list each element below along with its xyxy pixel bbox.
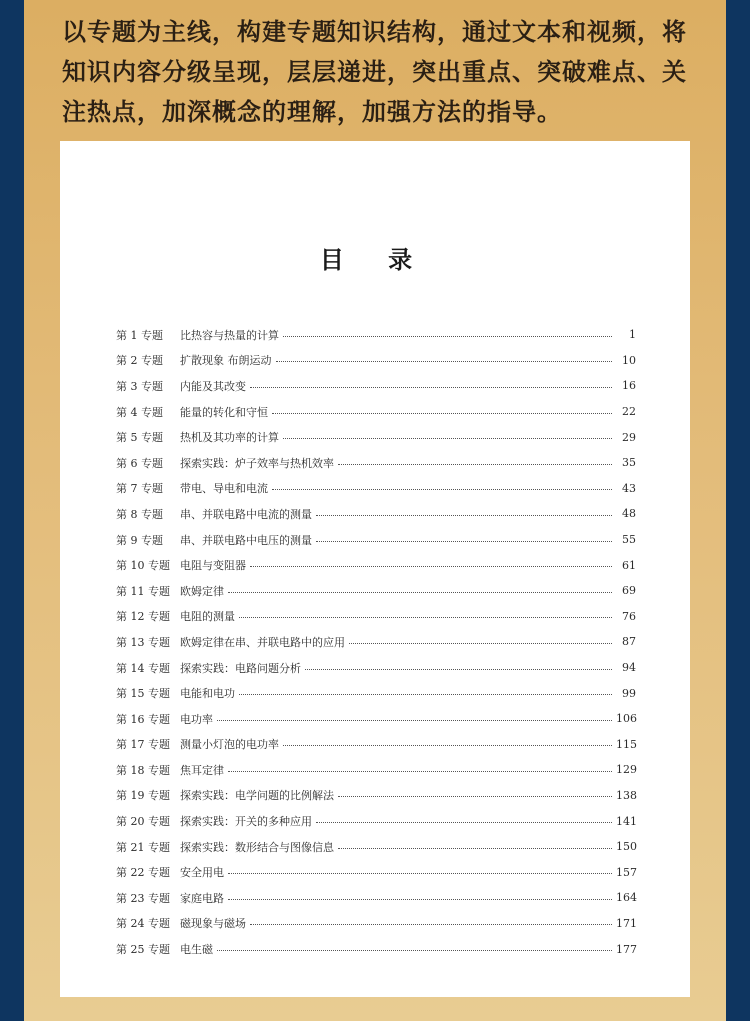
- toc-page-number: 43: [622, 481, 636, 495]
- toc-topic: 探索实践：电路问题分析: [180, 661, 301, 675]
- toc-topic: 欧姆定律在串、并联电路中的应用: [180, 635, 345, 649]
- toc-number: 第 5 专题: [116, 431, 163, 445]
- toc-row: [116, 706, 636, 732]
- toc-page-number: 141: [616, 814, 637, 828]
- toc-number: 第 24 专题: [116, 917, 170, 931]
- toc-leader-dots: [316, 821, 612, 823]
- toc-topic: 探索实践：开关的多种应用: [180, 815, 312, 829]
- toc-number: 第 12 专题: [116, 610, 170, 624]
- toc-topic: 串、并联电路中电流的测量: [180, 507, 312, 521]
- toc-number: 第 23 专题: [116, 891, 170, 905]
- toc-page-number: 106: [616, 712, 637, 726]
- toc-number: 第 19 专题: [116, 789, 170, 803]
- toc-number: 第 22 专题: [116, 866, 170, 880]
- toc-number: 第 21 专题: [116, 840, 170, 854]
- toc-leader-dots: [239, 616, 612, 618]
- toc-topic: 家庭电路: [180, 891, 224, 905]
- toc-leader-dots: [228, 898, 612, 900]
- toc-topic: 带电、导电和电流: [180, 482, 268, 496]
- toc-number: 第 15 专题: [116, 687, 170, 701]
- toc-row: [116, 911, 636, 937]
- toc-topic: 电生磁: [180, 943, 213, 957]
- toc-row: [116, 527, 636, 553]
- toc-topic: 热机及其功率的计算: [180, 431, 279, 445]
- toc-number: 第 2 专题: [116, 354, 163, 368]
- toc-leader-dots: [283, 437, 612, 439]
- toc-page-number: 87: [622, 635, 636, 649]
- toc-row: [116, 373, 636, 399]
- toc-row: [116, 476, 636, 502]
- toc-page-number: 10: [622, 353, 636, 367]
- toc-page-number: 164: [616, 891, 637, 905]
- toc-number: 第 1 专题: [116, 328, 163, 342]
- toc-row: [116, 578, 636, 604]
- toc-number: 第 16 专题: [116, 712, 170, 726]
- toc-page-number: 55: [622, 533, 636, 547]
- toc-row: [116, 322, 636, 348]
- toc-topic: 探索实践：数形结合与图像信息: [180, 840, 334, 854]
- toc-topic: 欧姆定律: [180, 584, 224, 598]
- toc-leader-dots: [305, 668, 612, 670]
- toc-page-number: 94: [622, 661, 636, 675]
- toc-topic: 探索实践：电学问题的比例解法: [180, 789, 334, 803]
- toc-page-number: 69: [622, 584, 636, 598]
- toc-page-number: 177: [616, 942, 637, 956]
- toc-leader-dots: [250, 565, 612, 567]
- toc-leader-dots: [276, 360, 613, 362]
- toc-number: 第 14 专题: [116, 661, 170, 675]
- toc-row: [116, 399, 636, 425]
- toc-leader-dots: [228, 872, 612, 874]
- toc-topic: 焦耳定律: [180, 763, 224, 777]
- toc-leader-dots: [272, 412, 612, 414]
- toc-leader-dots: [338, 795, 612, 797]
- toc-leader-dots: [283, 744, 612, 746]
- toc-leader-dots: [316, 540, 612, 542]
- toc-topic: 能量的转化和守恒: [180, 405, 268, 419]
- toc-number: 第 8 专题: [116, 507, 163, 521]
- toc-page-number: 115: [616, 737, 637, 751]
- toc-row: [116, 655, 636, 681]
- toc-leader-dots: [228, 770, 612, 772]
- toc-topic: 内能及其改变: [180, 379, 246, 393]
- intro-text: 以专题为主线，构建专题知识结构，通过文本和视频，将知识内容分级呈现，层层递进，突出重点、突破难点、关注热点，加深概念的理解，加强方法的指导。: [62, 18, 687, 126]
- toc-number: 第 20 专题: [116, 815, 170, 829]
- toc-topic: 串、并联电路中电压的测量: [180, 533, 312, 547]
- right-border: [726, 0, 750, 1021]
- toc-row: [116, 936, 636, 962]
- toc-page-number: 29: [622, 430, 636, 444]
- toc-row: [116, 834, 636, 860]
- toc-page-number: 171: [616, 916, 637, 930]
- toc-page-number: 16: [622, 379, 636, 393]
- toc-row: [116, 732, 636, 758]
- toc-topic: 电阻与变阻器: [180, 559, 246, 573]
- left-border: [0, 0, 24, 1021]
- toc-leader-dots: [338, 463, 612, 465]
- toc-number: 第 6 专题: [116, 456, 163, 470]
- toc-row: [116, 501, 636, 527]
- toc-leader-dots: [250, 923, 612, 925]
- toc-number: 第 17 专题: [116, 738, 170, 752]
- toc-topic: 电功率: [180, 712, 213, 726]
- toc-page-number: 1: [629, 328, 636, 342]
- toc-number: 第 13 专题: [116, 635, 170, 649]
- toc-page-number: 76: [622, 609, 636, 623]
- toc-row: [116, 757, 636, 783]
- toc-topic: 测量小灯泡的电功率: [180, 738, 279, 752]
- toc-leader-dots: [228, 591, 612, 593]
- toc-leader-dots: [349, 642, 612, 644]
- toc-number: 第 25 专题: [116, 943, 170, 957]
- toc-leader-dots: [283, 335, 612, 337]
- toc-row: [116, 450, 636, 476]
- toc-number: 第 10 专题: [116, 559, 170, 573]
- toc-leader-dots: [272, 488, 612, 490]
- toc-page-number: 99: [622, 686, 636, 700]
- toc-topic: 磁现象与磁场: [180, 917, 246, 931]
- toc-title: 目 录: [319, 245, 431, 274]
- toc-page-number: 48: [622, 507, 636, 521]
- toc-number: 第 3 专题: [116, 379, 163, 393]
- toc-page-number: 22: [622, 405, 636, 419]
- toc-row: [116, 604, 636, 630]
- toc-page-number: 35: [622, 456, 636, 470]
- toc-topic: 探索实践：炉子效率与热机效率: [180, 456, 334, 470]
- toc-number: 第 7 专题: [116, 482, 163, 496]
- toc-row: [116, 859, 636, 885]
- toc-topic: 扩散现象 布朗运动: [180, 354, 272, 368]
- toc-topic: 比热容与热量的计算: [180, 328, 279, 342]
- toc-row: [116, 424, 636, 450]
- toc-number: 第 4 专题: [116, 405, 163, 419]
- toc-leader-dots: [250, 386, 612, 388]
- toc-topic: 电能和电功: [180, 687, 235, 701]
- toc-row: [116, 808, 636, 834]
- toc-number: 第 9 专题: [116, 533, 163, 547]
- toc-topic: 安全用电: [180, 866, 224, 880]
- toc-leader-dots: [217, 719, 612, 721]
- toc-topic: 电阻的测量: [180, 610, 235, 624]
- toc-row: [116, 885, 636, 911]
- toc-row: [116, 552, 636, 578]
- toc-row: [116, 629, 636, 655]
- toc-row: [116, 680, 636, 706]
- toc-page-number: 129: [616, 763, 637, 777]
- toc-page-number: 138: [616, 788, 637, 802]
- toc-page-number: 61: [622, 558, 636, 572]
- toc-row: [116, 783, 636, 809]
- toc-row: [116, 348, 636, 374]
- toc-page-number: 157: [616, 865, 637, 879]
- toc-leader-dots: [239, 693, 612, 695]
- toc-number: 第 18 专题: [116, 763, 170, 777]
- toc-number: 第 11 专题: [116, 584, 170, 598]
- toc-list: [116, 322, 636, 962]
- toc-leader-dots: [338, 847, 612, 849]
- toc-leader-dots: [316, 514, 612, 516]
- toc-page-number: 150: [616, 840, 637, 854]
- toc-leader-dots: [217, 949, 612, 951]
